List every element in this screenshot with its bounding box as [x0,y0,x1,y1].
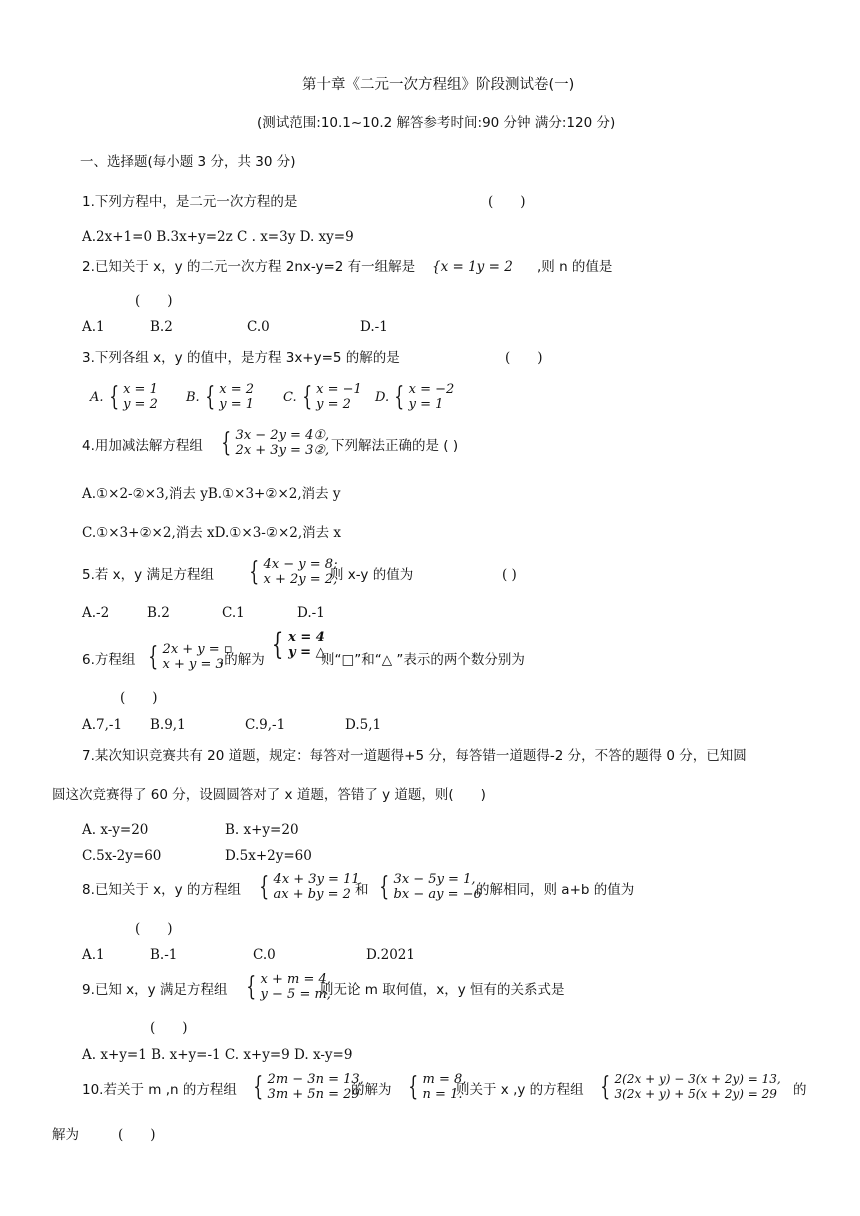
left-brace: { [148,642,159,672]
question-5-answer-blank: ( ) [502,567,517,583]
question-3-stem: 3.下列各组 x，y 的值中，是方程 3x+y=5 的解的是 [82,350,400,366]
equation-stack [615,1072,781,1102]
equation-line: 2𝑥 + 𝑦 = ▫ [162,642,233,657]
left-brace: { [204,382,215,412]
question-4-options-row2: C.①×3+②×2,消去 xD.①×3-②×2,消去 x [82,525,342,541]
equation-line: 𝑦 = 1 [408,397,444,412]
question-8-system-a [256,872,360,902]
question-3-option-d [375,382,454,412]
left-brace: { [408,1072,419,1102]
equation-line: 𝑥 + 2𝑦 = 2, [263,572,338,587]
question-2-option-b: B.2 [150,319,173,335]
equation-line: 𝒙 = 4 [288,630,325,645]
option-label: D. [375,389,390,405]
left-brace: { [246,972,257,1002]
question-9-stem: 9.已知 x，y 满足方程组 [82,982,228,998]
left-brace: { [301,382,312,412]
question-2-answer-blank: ( ) [135,293,173,309]
question-6-answer-blank: ( ) [120,690,158,706]
question-10-answer-blank: ( ) [118,1127,156,1143]
question-5-stem: 5.若 x，y 满足方程组 [82,567,214,583]
question-7-option-d: D.5x+2y=60 [225,848,312,864]
question-2-system: {𝑥 = 1𝑦 = 2 [432,259,513,275]
question-4-options-row1: A.①×2-②×3,消去 yB.①×3+②×2,消去 y [82,486,341,502]
question-2-stem: 2.已知关于 x，y 的二元一次方程 2nx-y=2 有一组解是 [82,259,416,275]
question-5-option-d: D.-1 [297,605,325,621]
question-8-mid: 和 [355,882,369,898]
question-10-stem: 10.若关于 m ,n 的方程组 [82,1082,237,1098]
question-9-tail: 则无论 m 取何值，x，y 恒有的关系式是 [320,982,565,998]
equation-line: 𝑦 = 2 [316,397,351,412]
question-6-mid: ,的解为 [220,652,265,668]
equation-line: 2𝑚 − 3𝑛 = 13, [267,1072,364,1087]
question-3-option-a [90,382,158,412]
question-8-option-a: A.1 [82,947,105,963]
equation-line: 4𝑥 + 3𝑦 = 11 [273,872,360,887]
question-2-option-a: A.1 [82,319,105,335]
equation-stack [288,630,326,660]
left-brace: { [221,428,232,458]
left-brace: { [600,1072,611,1102]
equation-line: 𝑦 = 1 [219,397,255,412]
question-8-tail: 的解相同，则 a+b 的值为 [476,882,635,898]
question-10-line2: 解为 [52,1127,79,1143]
equation-line: 2(2𝑥 + 𝑦) − 3(𝑥 + 2𝑦) = 13, [614,1072,781,1086]
question-6-option-c: C.9,-1 [245,717,286,733]
question-5-option-a: A.-2 [82,605,110,621]
question-2-option-d: D.-1 [360,319,388,335]
equation-line: 𝑥 + 𝑦 = 3 [162,657,224,672]
equation-line: 𝑦 − 5 = 𝑚, [260,987,331,1002]
equation-stack [236,428,330,458]
question-8-option-d: D.2021 [366,947,415,963]
question-8-option-b: B.-1 [150,947,178,963]
equation-line: 𝑛 = 1. [422,1087,463,1102]
equation-stack [409,382,455,412]
question-6-option-a: A.7,-1 [82,717,123,733]
left-brace: { [253,1072,264,1102]
equation-line: 𝑎𝑥 + 𝑏𝑦 = 2 [273,887,351,902]
question-3-answer-blank: ( ) [505,350,543,366]
question-8-stem: 8.已知关于 x，y 的方程组 [82,882,241,898]
left-brace: { [394,382,405,412]
equation-stack [316,382,362,412]
question-4-system [218,428,329,458]
question-3-option-b [186,382,254,412]
question-8-option-c: C.0 [253,947,276,963]
equation-line: 𝑥 = 1 [123,382,158,397]
equation-stack [219,382,254,412]
question-9-answer-blank: ( ) [150,1020,188,1036]
question-8-answer-blank: ( ) [135,921,173,937]
question-7-option-c: C.5x-2y=60 [82,848,162,864]
left-brace: { [108,382,119,412]
option-label: A. [90,389,104,405]
question-10-mid1: 的解为 [351,1082,392,1098]
equation-line: 𝑏𝑥 − 𝑎𝑦 = −6 [393,887,482,902]
question-1-options: A.2x+1=0 B.3x+y=2z C . x=3y D. xy=9 [82,229,354,245]
left-brace: { [271,627,284,662]
equation-line: 4𝑥 − 𝑦 = 8; [263,557,338,572]
equation-stack [274,872,360,902]
left-brace: { [379,872,390,902]
question-6-option-b: B.9,1 [150,717,186,733]
question-5-option-b: B.2 [147,605,170,621]
equation-stack [123,382,158,412]
question-2-tail: ,则 n 的值是 [537,259,613,275]
equation-line: 2𝑥 + 3𝑦 = 3②, [235,443,330,458]
equation-stack [394,872,482,902]
question-7-line1: 7.某次知识竞赛共有 20 道题，规定：每答对一道题得+5 分，每答错一道题得-2 分，不答的题得 0 分，已知圆 [82,748,747,764]
question-1-answer-blank: ( ) [488,194,526,210]
equation-line: 3𝑥 − 2𝑦 = 4①, [235,428,330,443]
question-6-tail: 则“□”和“△ ”表示的两个数分别为 [321,652,525,668]
equation-line: 𝑥 = −2 [408,382,455,397]
equation-line: 𝑦 = 2 [123,397,158,412]
equation-stack [264,557,338,587]
question-9-options: A. x+y=1 B. x+y=-1 C. x+y=9 D. x-y=9 [82,1047,353,1063]
question-3-option-c [283,382,362,412]
equation-line: 3𝑥 − 5𝑦 = 1, [393,872,476,887]
left-brace: { [249,557,260,587]
question-6-stem: 6.方程组 [82,652,136,668]
option-label: B. [186,389,200,405]
question-7-line2: 圆这次竞赛得了 60 分，设圆圆答对了 x 道题，答错了 y 道题，则( ) [52,787,486,803]
equation-stack [268,1072,364,1102]
option-label: C. [283,389,297,405]
equation-line: 𝒚 = △ [288,645,326,660]
page-subtitle: (测试范围:10.1~10.2 解答参考时间:90 分钟 满分:120 分) [257,115,616,131]
question-1-stem: 1.下列方程中，是二元一次方程的是 [82,194,298,210]
equation-line: 𝑥 + 𝑚 = 4, [260,972,331,987]
equation-line: 3(2𝑥 + 𝑦) + 5(𝑥 + 2𝑦) = 29 [614,1087,777,1101]
equation-line: 𝑚 = 8, [422,1072,467,1087]
question-9-system [243,972,331,1002]
question-10-system-b [597,1072,781,1102]
equation-line: 𝑥 = 2 [219,382,254,397]
question-6-option-d: D.5,1 [345,717,382,733]
question-7-option-a: A. x-y=20 [82,822,149,838]
question-5-system [246,557,337,587]
question-10-system-a [250,1072,364,1102]
question-5-option-c: C.1 [222,605,245,621]
section-heading: 一、选择题(每小题 3 分，共 30 分) [80,154,296,170]
page-title: 第十章《二元一次方程组》阶段测试卷(一) [302,77,575,93]
left-brace: { [259,872,270,902]
question-10-tail: 的 [793,1082,807,1098]
question-4-stem: 4.用加减法解方程组 [82,438,203,454]
question-6-solution [268,627,326,662]
question-4-tail: 下列解法正确的是 ( ) [331,438,459,454]
question-10-mid2: 则关于 x ,y 的方程组 [456,1082,584,1098]
question-8-system-b [376,872,482,902]
equation-line: 3𝑚 + 5𝑛 = 29 [267,1087,360,1102]
question-7-option-b: B. x+y=20 [225,822,299,838]
question-5-tail: 则 x-y 的值为 [330,567,414,583]
question-2-option-c: C.0 [247,319,270,335]
equation-line: 𝑥 = −1 [316,382,362,397]
